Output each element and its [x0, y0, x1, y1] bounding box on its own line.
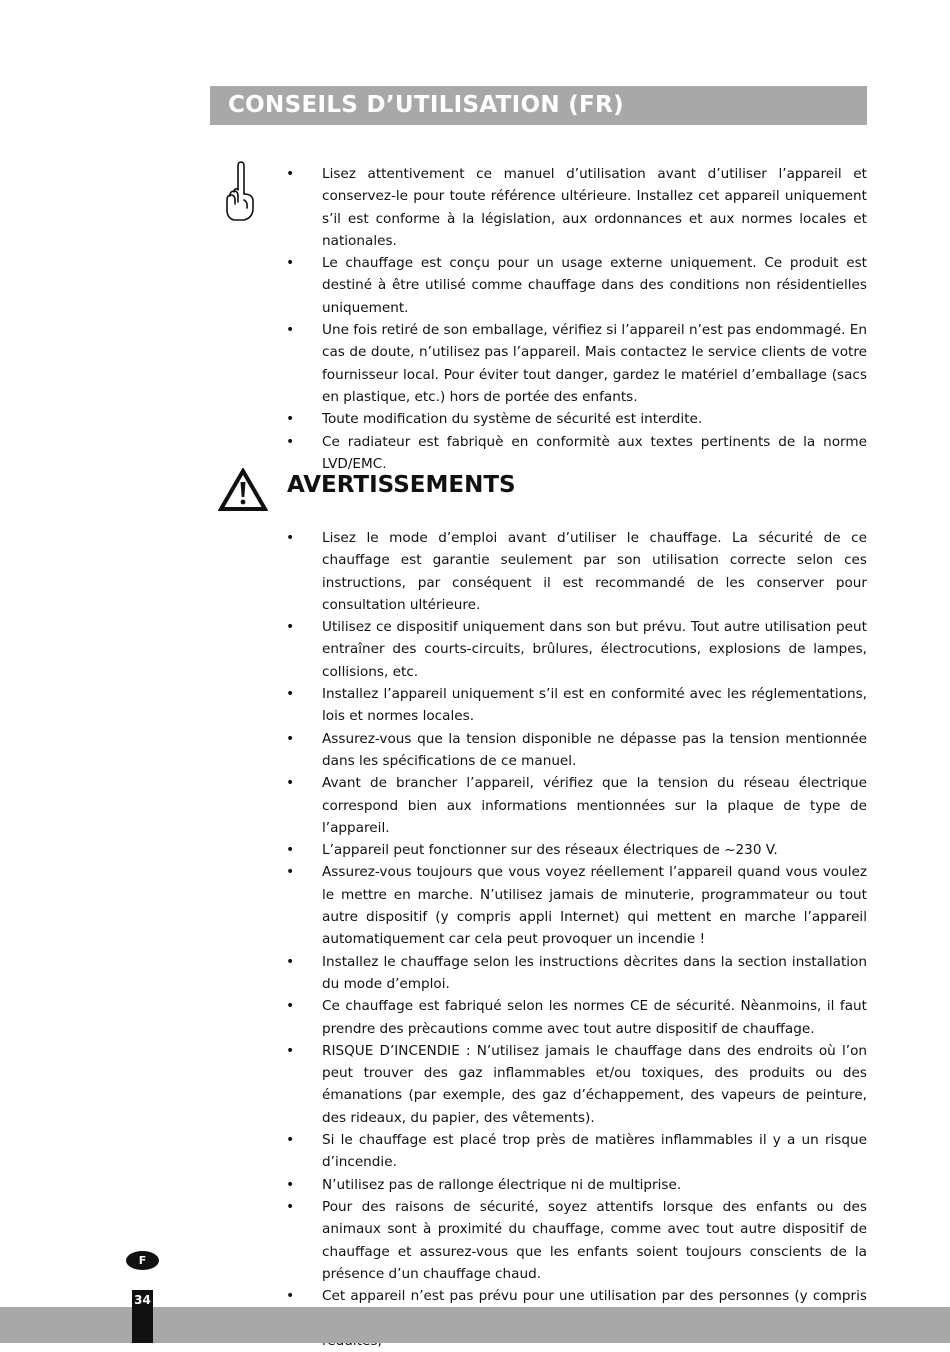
list-item: • Ce chauffage est fabriqué selon les normes CE de sécurité. Nèanmoins, il faut prendre des prècautions comme avec tout autre dispositif de chauffage.	[286, 995, 867, 1040]
bullet-icon: •	[286, 1198, 295, 1215]
page-number-tab	[132, 1290, 153, 1343]
language-badge: F	[126, 1251, 159, 1270]
bullet-icon: •	[286, 775, 295, 792]
bullet-icon: •	[286, 322, 295, 339]
bullet-icon: •	[286, 864, 295, 881]
section-heading-warnings: AVERTISSEMENTS	[287, 472, 516, 498]
list-item: • Si le chauffage est placé trop près de matières inflammables il y a un risque d’incendie.	[286, 1129, 867, 1174]
list-item: • RISQUE D’INCENDIE : N’utilisez jamais le chauffage dans des endroits où l’on peut trouver des gaz inflammables et/ou toxiques, des produits ou des émanations (par exemple, des gaz d’échappement, des vapeurs de peinture, des rideaux, du papier, des vêtements).	[286, 1040, 867, 1129]
list-item: • Une fois retiré de son emballage, vérifiez si l’appareil n’est pas endommagé. En cas de doute, n’utilisez pas l’appareil. Mais contactez le service clients de votre fournisseur local. Pour éviter tout danger, gardez le matériel d’emballage (sacs en plastique, etc.) hors de portée des enfants.	[286, 319, 867, 408]
bullet-icon: •	[286, 255, 295, 272]
bullet-icon: •	[286, 842, 295, 859]
warnings-list	[286, 527, 867, 1352]
list-item: • Cet appareil n’est pas prévu pour une utilisation par des personnes (y compris	[286, 1285, 867, 1352]
list-item: • Lisez attentivement ce manuel d’utilisation avant d’utiliser l’appareil et conservez-le pour toute référence ultérieure. Installez cet appareil uniquement s’il est conforme à la législation, aux ordonnances et aux normes locales et nationales.	[286, 163, 867, 252]
list-item: • Pour des raisons de sécurité, soyez attentifs lorsque des enfants ou des animaux sont à proximité du chauffage, comme avec tout autre dispositif de chauffage et assurez-vous que les enfants soient toujours conscients de la présence d’un chauffage chaud.	[286, 1196, 867, 1285]
list-item: • Lisez le mode d’emploi avant d’utiliser le chauffage. La sécurité de ce chauffage est garantie seulement par son utilisation correcte selon ces instructions, par conséquent il est recommandé de les conserver pour consultation ultérieure.	[286, 527, 867, 616]
title-bar	[210, 86, 867, 125]
bullet-icon: •	[286, 411, 295, 428]
bullet-icon: •	[286, 730, 295, 747]
list-item: • Ce radiateur est fabriquè en conformitè aux textes pertinents de la norme LVD/EMC.	[286, 431, 867, 476]
list-item: • N’utilisez pas de rallonge électrique ni de multiprise.	[286, 1174, 867, 1196]
bullet-icon: •	[286, 530, 295, 546]
list-item: • Utilisez ce dispositif uniquement dans son but prévu. Tout autre utilisation peut entraîner des courts-circuits, brûlures, électrocutions, explosions de lampes, collisions, etc.	[286, 616, 867, 683]
bullet-icon: •	[286, 1288, 295, 1305]
list-item: • Le chauffage est conçu pour un usage externe uniquement. Ce produit est destiné à être utilisé comme chauffage dans des conditions non résidentielles uniquement.	[286, 252, 867, 319]
list-item: • Avant de brancher l’appareil, vérifiez que la tension du réseau électrique correspond bien aux informations mentionnées sur la plaque de type de l’appareil.	[286, 772, 867, 839]
bullet-icon: •	[286, 953, 295, 970]
bullet-icon: •	[286, 1132, 295, 1149]
bullet-icon: •	[286, 619, 295, 636]
bullet-icon: •	[286, 998, 295, 1015]
usage-tips-list	[286, 163, 867, 475]
bullet-icon: •	[286, 1176, 295, 1193]
list-item: • Toute modification du système de sécurité est interdite.	[286, 408, 867, 430]
warning-triangle-icon	[218, 468, 268, 512]
page-number: 34	[134, 1293, 151, 1307]
list-item: • Assurez-vous que la tension disponible ne dépasse pas la tension mentionnée dans les spécifications de ce manuel.	[286, 728, 867, 773]
list-item: • Assurez-vous toujours que vous voyez réellement l’appareil quand vous voulez le mettre en marche. N’utilisez jamais de minuterie, programmateur ou tout autre dispositif (y compris appli Internet) qui mettent en marche l’appareil automatiquement car cela peut provoquer un incendie !	[286, 861, 867, 950]
list-item: • Installez l’appareil uniquement s’il est en conformité avec les réglementations, lois et normes locales.	[286, 683, 867, 728]
pointing-hand-icon	[222, 160, 258, 222]
bullet-icon: •	[286, 166, 295, 182]
bullet-icon: •	[286, 433, 295, 450]
list-item: • L’appareil peut fonctionner sur des réseaux électriques de ~230 V.	[286, 839, 867, 861]
list-item: • Installez le chauffage selon les instructions dècrites dans la section installation du mode d’emploi.	[286, 951, 867, 996]
bullet-icon: •	[286, 686, 295, 703]
page-title: CONSEILS D’UTILISATION (FR)	[228, 92, 624, 118]
bullet-icon: •	[286, 1042, 295, 1059]
